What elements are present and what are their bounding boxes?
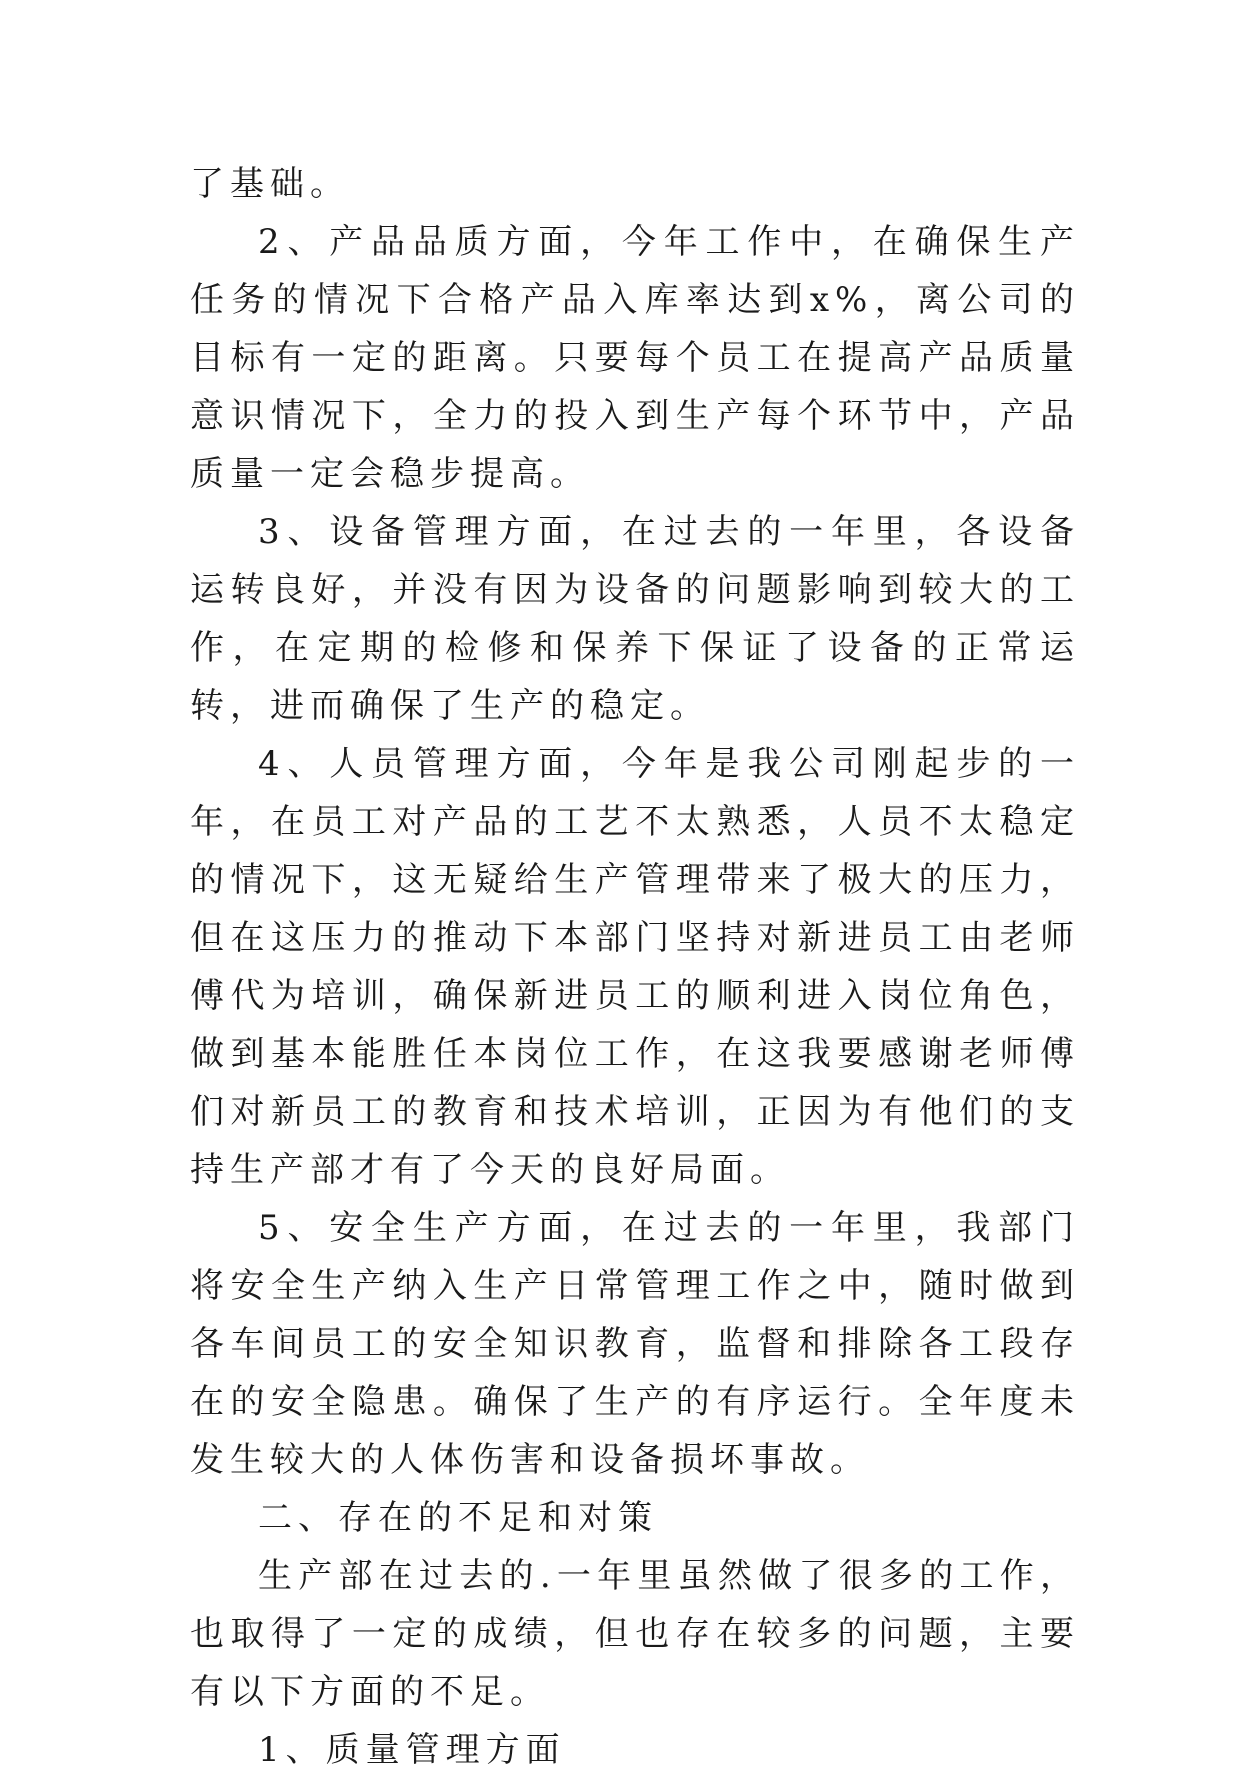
paragraph-personnel-management: 4、人员管理方面，今年是我公司刚起步的一年，在员工对产品的工艺不太熟悉，人员不太稳定的情况下，这无疑给生产管理带来了极大的压力，但在这压力的推动下本部门坚持对新进员工由老师傅代为培训，确保新进员工的顺利进入岗位角色，做到基本能胜任本岗位工作，在这我要感谢老师傅们对新员工的教育和技术培训，正因为有他们的支持生产部才有了今天的良好局面。 — [190, 744, 1080, 1190]
paragraph-continuation: 了基础。 — [190, 164, 350, 204]
subheading-quality-management: 1、质量管理方面 — [258, 1730, 566, 1770]
paragraph-safety-production: 5、安全生产方面，在过去的一年里，我部门将安全生产纳入生产日常管理工作之中，随时做到各车间员工的安全知识教育，监督和排除各工段存在的安全隐患。确保了生产的有序运行。全年度未发生较大的人体伤害和设备损坏事故。 — [190, 1208, 1080, 1480]
paragraph-product-quality: 2、产品品质方面，今年工作中，在确保生产任务的情况下合格产品入库率达到x%，离公司的目标有一定的距离。只要每个员工在提高产品质量意识情况下，全力的投入到生产每个环节中，产品质量一定会稳步提高。 — [190, 222, 1080, 494]
document-body — [190, 155, 1080, 1779]
paragraph-shortcomings-intro: 生产部在过去的.一年里虽然做了很多的工作，也取得了一定的成绩，但也存在较多的问题，主要有以下方面的不足。 — [190, 1556, 1080, 1712]
paragraph-equipment-management: 3、设备管理方面，在过去的一年里，各设备运转良好，并没有因为设备的问题影响到较大的工作，在定期的检修和保养下保证了设备的正常运转，进而确保了生产的稳定。 — [190, 512, 1080, 726]
section-heading-shortcomings: 二、存在的不足和对策 — [258, 1498, 658, 1538]
